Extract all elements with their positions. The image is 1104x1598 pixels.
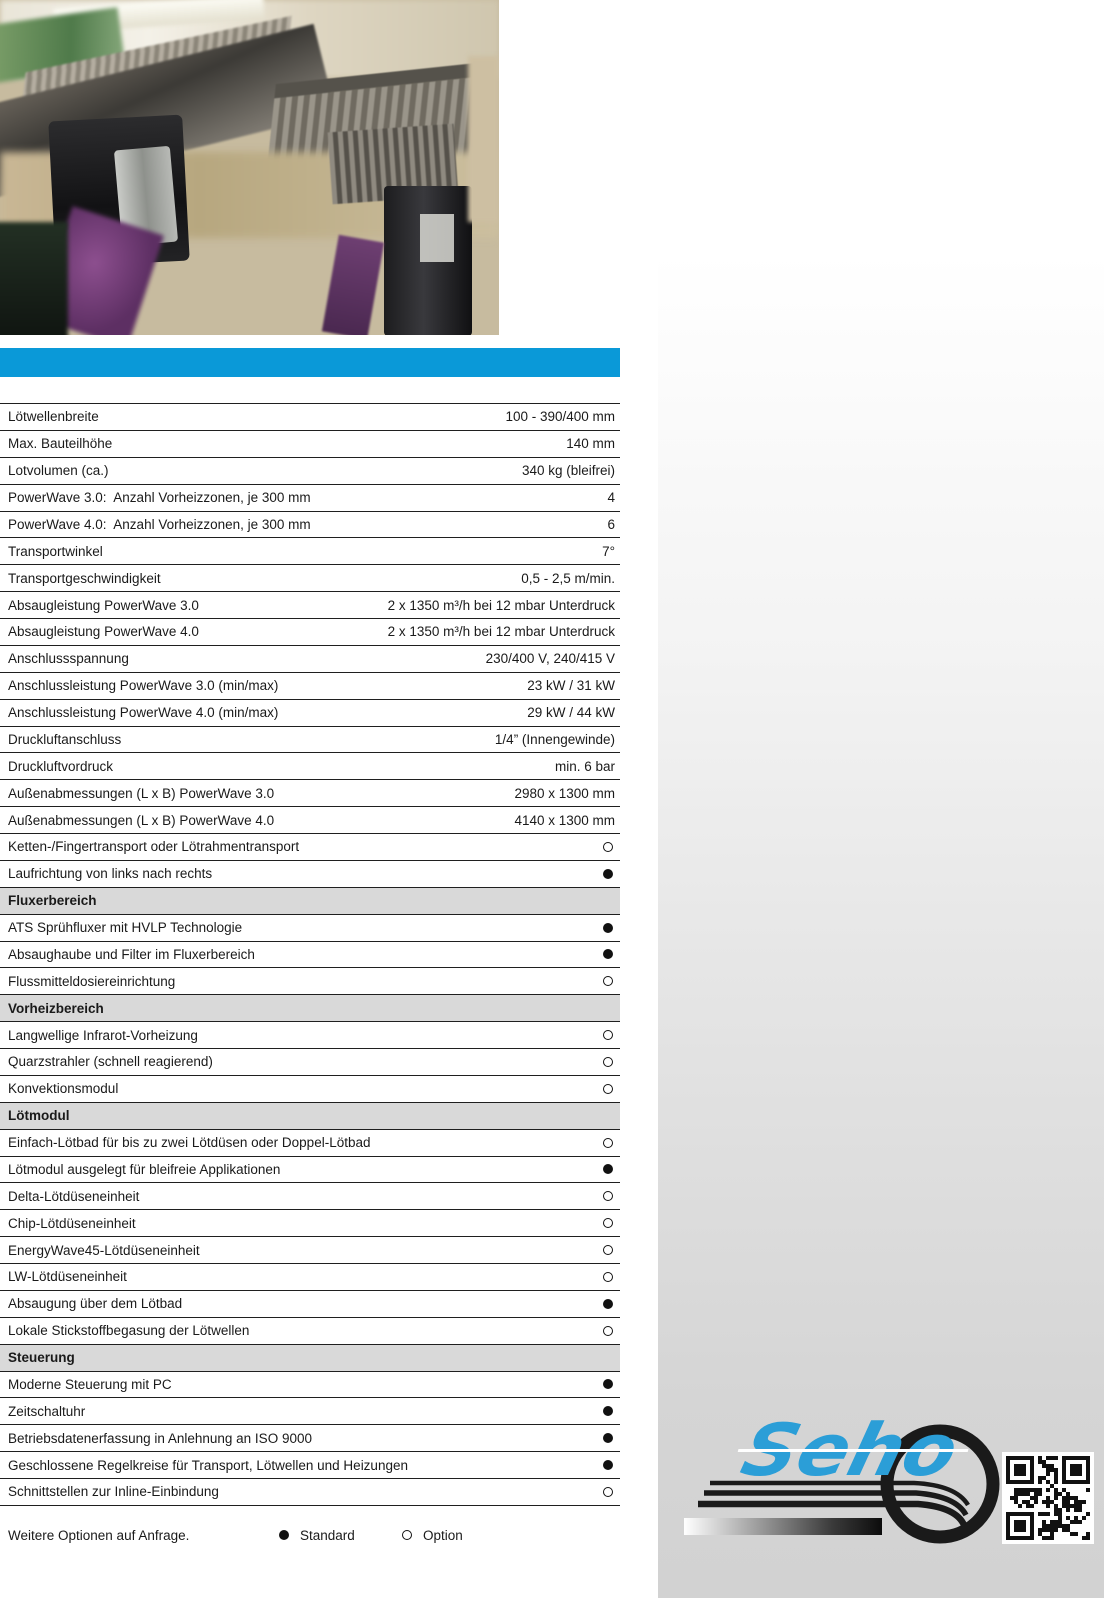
row-value: 29 kW / 44 kW xyxy=(527,705,615,721)
option-marker-icon xyxy=(603,976,613,986)
row-label: Anschlussleistung PowerWave 3.0 (min/max) xyxy=(8,678,279,694)
row-value: 4 xyxy=(607,490,615,506)
row-value: min. 6 bar xyxy=(554,758,615,774)
row-value: 4140 x 1300 mm xyxy=(514,812,615,828)
row-label: Geschlossene Regelkreise für Transport, Lötwellen und Heizungen xyxy=(8,1457,408,1473)
table-row xyxy=(0,1048,620,1075)
spec-table xyxy=(0,403,620,1506)
option-marker-icon xyxy=(603,1218,613,1228)
table-row xyxy=(0,1478,620,1505)
row-label: Außenabmessungen (L x B) PowerWave 4.0 xyxy=(8,812,275,828)
row-label: Betriebsdatenerfassung in Anlehnung an ISO 9000 xyxy=(8,1430,312,1446)
row-label: Chip-Lötdüseneinheit xyxy=(8,1215,136,1231)
row-label: Anschlussleistung PowerWave 4.0 (min/max) xyxy=(8,705,279,721)
row-label: Schnittstellen zur Inline-Einbindung xyxy=(8,1484,219,1500)
logo-wordmark: Seho xyxy=(733,1409,956,1493)
table-row xyxy=(0,1209,620,1236)
row-label: EnergyWave45-Lötdüseneinheit xyxy=(8,1242,200,1258)
row-label: Druckluftvordruck xyxy=(8,758,114,774)
row-label: Ketten-/Fingertransport oder Lötrahmentransport xyxy=(8,839,300,855)
table-row xyxy=(0,591,620,618)
row-value: 2 x 1350 m³/h bei 12 mbar Unterdruck xyxy=(387,624,615,640)
standard-marker-icon xyxy=(603,1433,613,1443)
row-label: Lötmodul xyxy=(8,1108,70,1124)
table-row xyxy=(0,430,620,457)
row-label: Absaughaube und Filter im Fluxerbereich xyxy=(8,946,255,962)
table-row xyxy=(0,1397,620,1424)
section-row xyxy=(0,994,620,1021)
row-label: Steuerung xyxy=(8,1350,75,1366)
standard-marker-icon xyxy=(603,1406,613,1416)
table-row xyxy=(0,511,620,538)
row-label: Absaugleistung PowerWave 3.0 xyxy=(8,597,199,613)
table-row xyxy=(0,752,620,779)
row-label: Außenabmessungen (L x B) PowerWave 3.0 xyxy=(8,785,275,801)
table-row xyxy=(0,779,620,806)
table-row xyxy=(0,537,620,564)
table-row xyxy=(0,403,620,430)
photo-background-shape xyxy=(468,56,499,222)
option-marker-icon xyxy=(603,1030,613,1040)
legend-option-label: Option xyxy=(423,1527,463,1543)
seho-logo xyxy=(676,1402,1006,1567)
legend xyxy=(0,1526,640,1544)
row-label: Langwellige Infrarot-Vorheizung xyxy=(8,1027,198,1043)
row-label: Lotvolumen (ca.) xyxy=(8,463,109,479)
row-label: Transportgeschwindigkeit xyxy=(8,570,161,586)
row-label: Anschlussspannung xyxy=(8,651,129,667)
row-label: Transportwinkel xyxy=(8,543,103,559)
row-label: Max. Bauteilhöhe xyxy=(8,436,113,452)
table-row xyxy=(0,941,620,968)
row-label: Lötwellenbreite xyxy=(8,409,99,425)
photo-dark-shape xyxy=(0,222,68,335)
table-row xyxy=(0,1451,620,1478)
row-label: Quarzstrahler (schnell reagierend) xyxy=(8,1054,213,1070)
table-row xyxy=(0,1371,620,1398)
table-row xyxy=(0,1317,620,1344)
row-label: Flussmitteldosiereinrichtung xyxy=(8,973,176,989)
table-row xyxy=(0,564,620,591)
row-value: 1/4” (Innengewinde) xyxy=(494,731,615,747)
standard-marker-icon xyxy=(603,1379,613,1389)
table-row xyxy=(0,1424,620,1451)
row-label: Absaugleistung PowerWave 4.0 xyxy=(8,624,199,640)
photo-label-shape xyxy=(420,214,454,262)
table-row xyxy=(0,726,620,753)
table-row xyxy=(0,457,620,484)
row-label: LW-Lötdüseneinheit xyxy=(8,1269,127,1285)
standard-marker-icon xyxy=(603,923,613,933)
standard-marker-icon xyxy=(603,1460,613,1470)
option-marker-icon xyxy=(402,1530,412,1540)
table-row xyxy=(0,1263,620,1290)
row-label: PowerWave 4.0: Anzahl Vorheizzonen, je 300 mm xyxy=(8,516,311,532)
qr-code xyxy=(1002,1452,1094,1544)
row-label: Moderne Steuerung mit PC xyxy=(8,1376,172,1392)
legend-note: Weitere Optionen auf Anfrage. xyxy=(8,1527,190,1543)
option-marker-icon xyxy=(603,1487,613,1497)
row-value: 6 xyxy=(607,516,615,532)
row-label: Laufrichtung von links nach rechts xyxy=(8,866,213,882)
table-row xyxy=(0,967,620,994)
option-marker-icon xyxy=(603,1084,613,1094)
row-value: 2980 x 1300 mm xyxy=(514,785,615,801)
option-marker-icon xyxy=(603,1326,613,1336)
standard-marker-icon xyxy=(279,1530,289,1540)
table-row xyxy=(0,1236,620,1263)
option-marker-icon xyxy=(603,1272,613,1282)
section-row xyxy=(0,1344,620,1371)
row-label: Fluxerbereich xyxy=(8,893,97,909)
table-row xyxy=(0,1075,620,1102)
table-row xyxy=(0,1156,620,1183)
table-row xyxy=(0,914,620,941)
row-label: PowerWave 3.0: Anzahl Vorheizzonen, je 300 mm xyxy=(8,490,311,506)
row-label: Lötmodul ausgelegt für bleifreie Applikationen xyxy=(8,1161,281,1177)
option-marker-icon xyxy=(603,1138,613,1148)
standard-marker-icon xyxy=(603,869,613,879)
legend-standard xyxy=(279,1526,355,1544)
table-row xyxy=(0,699,620,726)
table-row xyxy=(0,1290,620,1317)
option-marker-icon xyxy=(603,842,613,852)
table-row xyxy=(0,672,620,699)
standard-marker-icon xyxy=(603,949,613,959)
row-value: 100 - 390/400 mm xyxy=(505,409,615,425)
table-row xyxy=(0,1182,620,1209)
row-value: 0,5 - 2,5 m/min. xyxy=(521,570,615,586)
table-row xyxy=(0,484,620,511)
row-value: 7° xyxy=(602,543,615,559)
section-row xyxy=(0,887,620,914)
table-row xyxy=(0,860,620,887)
row-value: 140 mm xyxy=(566,436,615,452)
row-label: Delta-Lötdüseneinheit xyxy=(8,1188,140,1204)
row-label: Lokale Stickstoffbegasung der Lötwellen xyxy=(8,1323,250,1339)
option-marker-icon xyxy=(603,1191,613,1201)
row-value: 2 x 1350 m³/h bei 12 mbar Unterdruck xyxy=(387,597,615,613)
table-row xyxy=(0,1129,620,1156)
photo-cable-shape xyxy=(322,235,384,335)
logo-stencil-cut xyxy=(738,1449,969,1452)
row-label: Konvektionsmodul xyxy=(8,1081,119,1097)
row-label: Vorheizbereich xyxy=(8,1000,104,1016)
standard-marker-icon xyxy=(603,1164,613,1174)
standard-marker-icon xyxy=(603,1299,613,1309)
table-row xyxy=(0,1021,620,1048)
section-row xyxy=(0,1102,620,1129)
row-value: 340 kg (bleifrei) xyxy=(521,463,615,479)
legend-option xyxy=(402,1526,463,1544)
machine-photo xyxy=(0,0,499,335)
row-label: ATS Sprühfluxer mit HVLP Technologie xyxy=(8,920,243,936)
table-row xyxy=(0,833,620,860)
option-marker-icon xyxy=(603,1245,613,1255)
table-row xyxy=(0,806,620,833)
blue-header-bar xyxy=(0,348,620,377)
option-marker-icon xyxy=(603,1057,613,1067)
row-label: Absaugung über dem Lötbad xyxy=(8,1296,183,1312)
table-row xyxy=(0,645,620,672)
legend-standard-label: Standard xyxy=(300,1527,355,1543)
row-label: Zeitschaltuhr xyxy=(8,1403,86,1419)
row-label: Einfach-Lötbad für bis zu zwei Lötdüsen oder Doppel-Lötbad xyxy=(8,1135,371,1151)
side-gradient-panel xyxy=(658,253,1104,1598)
row-label: Druckluftanschluss xyxy=(8,731,122,747)
logo-gradient-bar xyxy=(684,1518,882,1535)
row-value: 230/400 V, 240/415 V xyxy=(485,651,615,667)
table-row xyxy=(0,618,620,645)
row-value: 23 kW / 31 kW xyxy=(527,678,615,694)
